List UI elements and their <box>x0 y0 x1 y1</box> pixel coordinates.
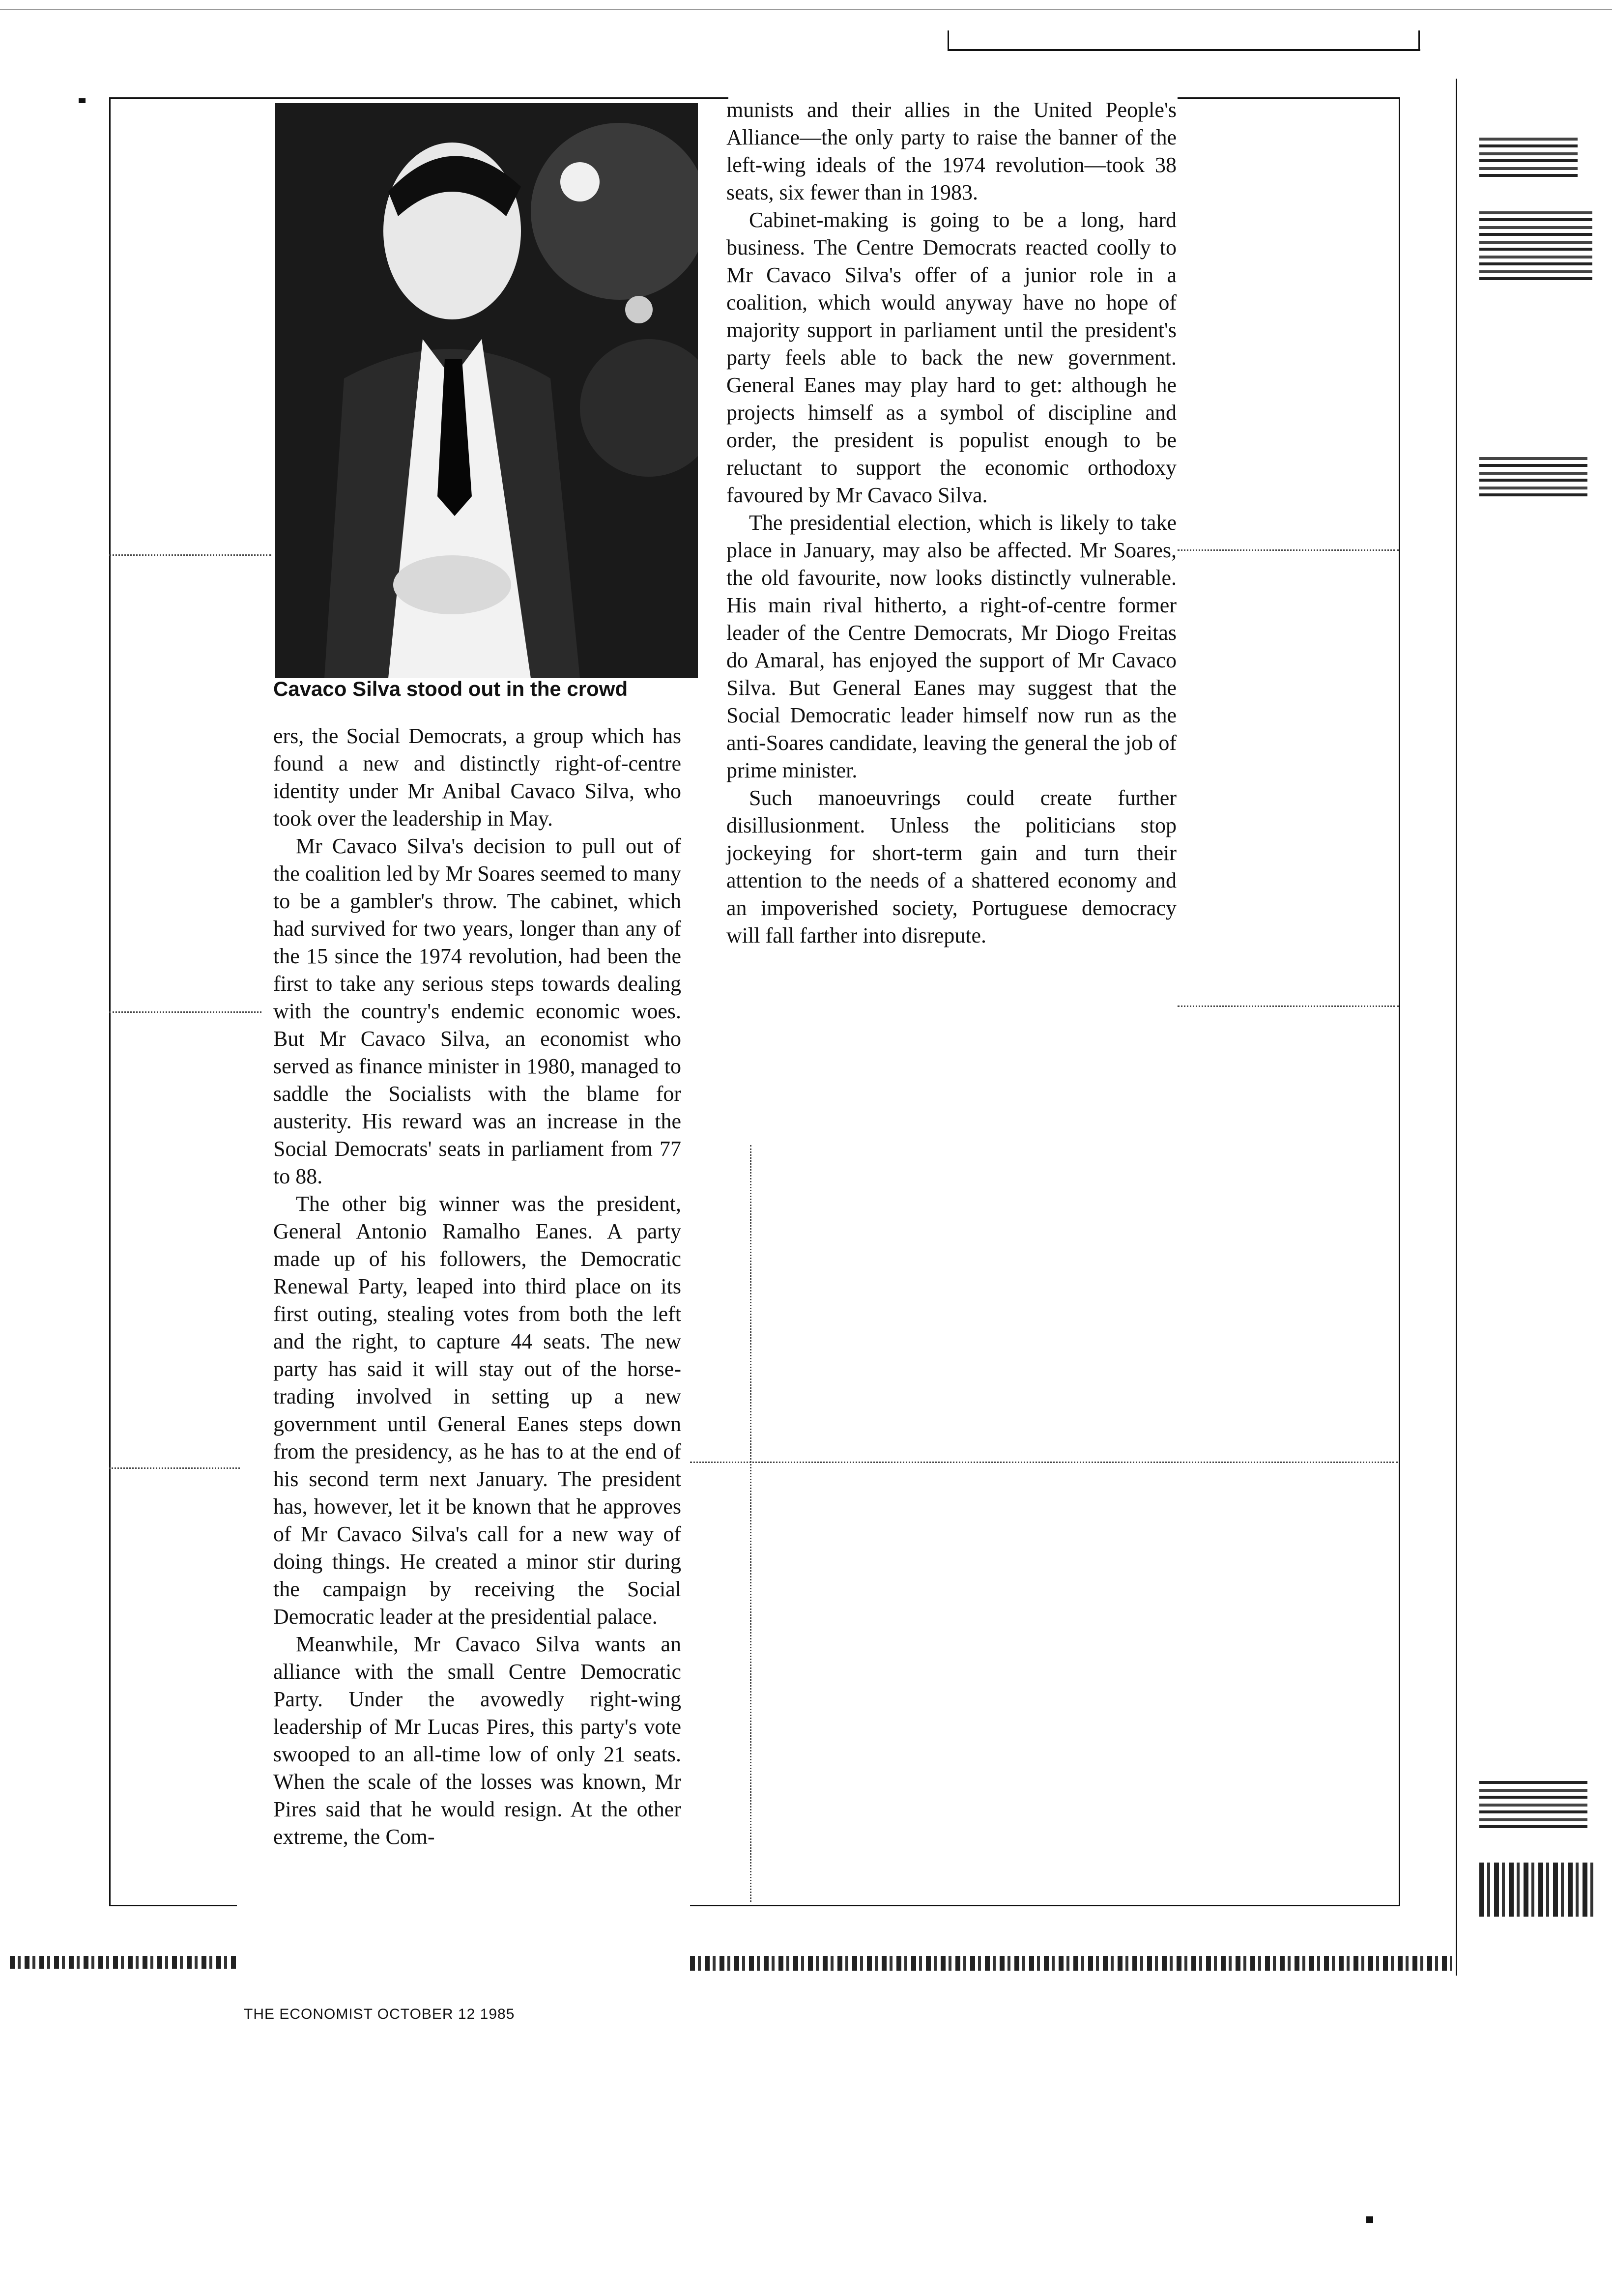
scan-speck <box>79 98 86 103</box>
frame-top-left <box>109 97 728 99</box>
photo-caption: Cavaco Silva stood out in the crowd <box>273 677 628 700</box>
publication-footer: THE ECONOMIST OCTOBER 12 1985 <box>244 2006 515 2022</box>
scan-noise-edge <box>1479 452 1587 496</box>
scan-noise-edge <box>1479 133 1578 177</box>
scan-speck <box>1366 2216 1373 2223</box>
scan-noise-band <box>10 1956 236 1969</box>
guide-line <box>109 554 271 556</box>
scan-noise-edge <box>1479 206 1592 280</box>
header-rule <box>949 49 1420 51</box>
guide-line <box>1178 549 1399 551</box>
top-scan-rule <box>0 9 1612 10</box>
paragraph: Meanwhile, Mr Cavaco Silva wants an alliance with the small Centre Democratic Party. Under the avowedly right-wing leadership of Mr Lucas Pires, this party's vote swooped to an all-time low of only 21 seats. When the scale of the losses was known, Mr Pires said that he would resign. At the other extreme, the Com- <box>273 1632 681 1849</box>
paragraph: munists and their allies in the United People's Alliance—the only party to raise the banner of the left-wing ideals of the 1974 revolution—took 38 seats, six fewer than in 1983. <box>726 98 1177 204</box>
frame-right <box>1399 97 1400 1906</box>
frame-bottom-right <box>690 1905 1400 1906</box>
scan-noise-band <box>690 1956 1452 1971</box>
guide-line <box>690 1462 1398 1463</box>
paragraph: Cabinet-making is going to be a long, hard business. The Centre Democrats reacted coolly to Mr Cavaco Silva's offer of a junior role in a coalition, which would anyway have no hope of majority support in parliament until the president's party feels able to back the new government. General Eanes may play hard to get: although he projects himself as a symbol of discipline and order, the president is populist enough to be reluctant to support the economic orthodoxy favoured by Mr Cavaco Silva. <box>726 208 1177 507</box>
paragraph: Mr Cavaco Silva's decision to pull out of the coalition led by Mr Soares seemed to many to be a gambler's throw. The cabinet, which had survived for two years, longer than any of the 15 since the 1974 revolution, had been the first to take any serious steps towards dealing with the country's endemic economic woes. But Mr Cavaco Silva, an economist who served as finance minister in 1980, managed to saddle the Socialists with the blame for austerity. His reward was an increase in the Social Democrats' seats in parliament from 77 to 88. <box>273 834 681 1188</box>
paragraph: The other big winner was the president, General Antonio Ramalho Eanes. A party made up of his followers, the Democratic Renewal Party, leaped into third place on its first outing, stealing votes from both the left and the right, to capture 44 seats. The new party has said it will stay out of the horse-trading involved in setting up a new government until General Eanes steps down from the presidency, as he has to at the end of his second term next January. The president has, however, let it be known that he approves of Mr Cavaco Silva's call for a new way of doing things. He created a minor stir during the campaign by receiving the Social Democratic leader at the presidential palace. <box>273 1192 681 1629</box>
scan-noise-edge <box>1479 1779 1587 1828</box>
article-column-left <box>273 722 681 1851</box>
paragraph: Such manoeuvrings could create further disillusionment. Unless the politicians stop jockeying for short-term gain and turn their attention to the needs of a shattered economy and an impoverished society, Portuguese democracy will fall farther into disrepute. <box>726 786 1177 947</box>
paragraph: ers, the Social Democrats, a group which has found a new and distinctly right-of-centre identity under Mr Anibal Cavaco Silva, who took over the leadership in May. <box>273 724 681 831</box>
portrait-illustration <box>275 103 698 678</box>
guide-line <box>109 1011 261 1013</box>
article-column-right <box>726 96 1177 949</box>
portrait-photo <box>275 103 698 678</box>
paragraph: The presidential election, which is likely to take place in January, may also be affected. Mr Soares, the old favourite, now looks distinctly vulnerable. His main rival hitherto, a right-of-centre former leader of the Centre Democrats, Mr Diogo Freitas do Amaral, has enjoyed the support of Mr Cavaco Silva. But General Eanes may suggest that the Social Democratic leader himself now run as the anti-Soares candidate, leaving the general the job of prime minister. <box>726 511 1177 782</box>
scan-noise-edge <box>1479 1863 1597 1917</box>
header-rule-tick-right <box>1418 30 1420 51</box>
header-rule-tick <box>948 30 949 51</box>
frame-bottom-left <box>109 1905 237 1906</box>
guide-line-vertical <box>750 1145 751 1902</box>
frame-left <box>109 97 111 1906</box>
guide-line <box>109 1467 240 1469</box>
guide-line <box>1178 1005 1399 1007</box>
frame-top-right <box>1178 97 1399 99</box>
outer-right-rule <box>1456 79 1457 1976</box>
